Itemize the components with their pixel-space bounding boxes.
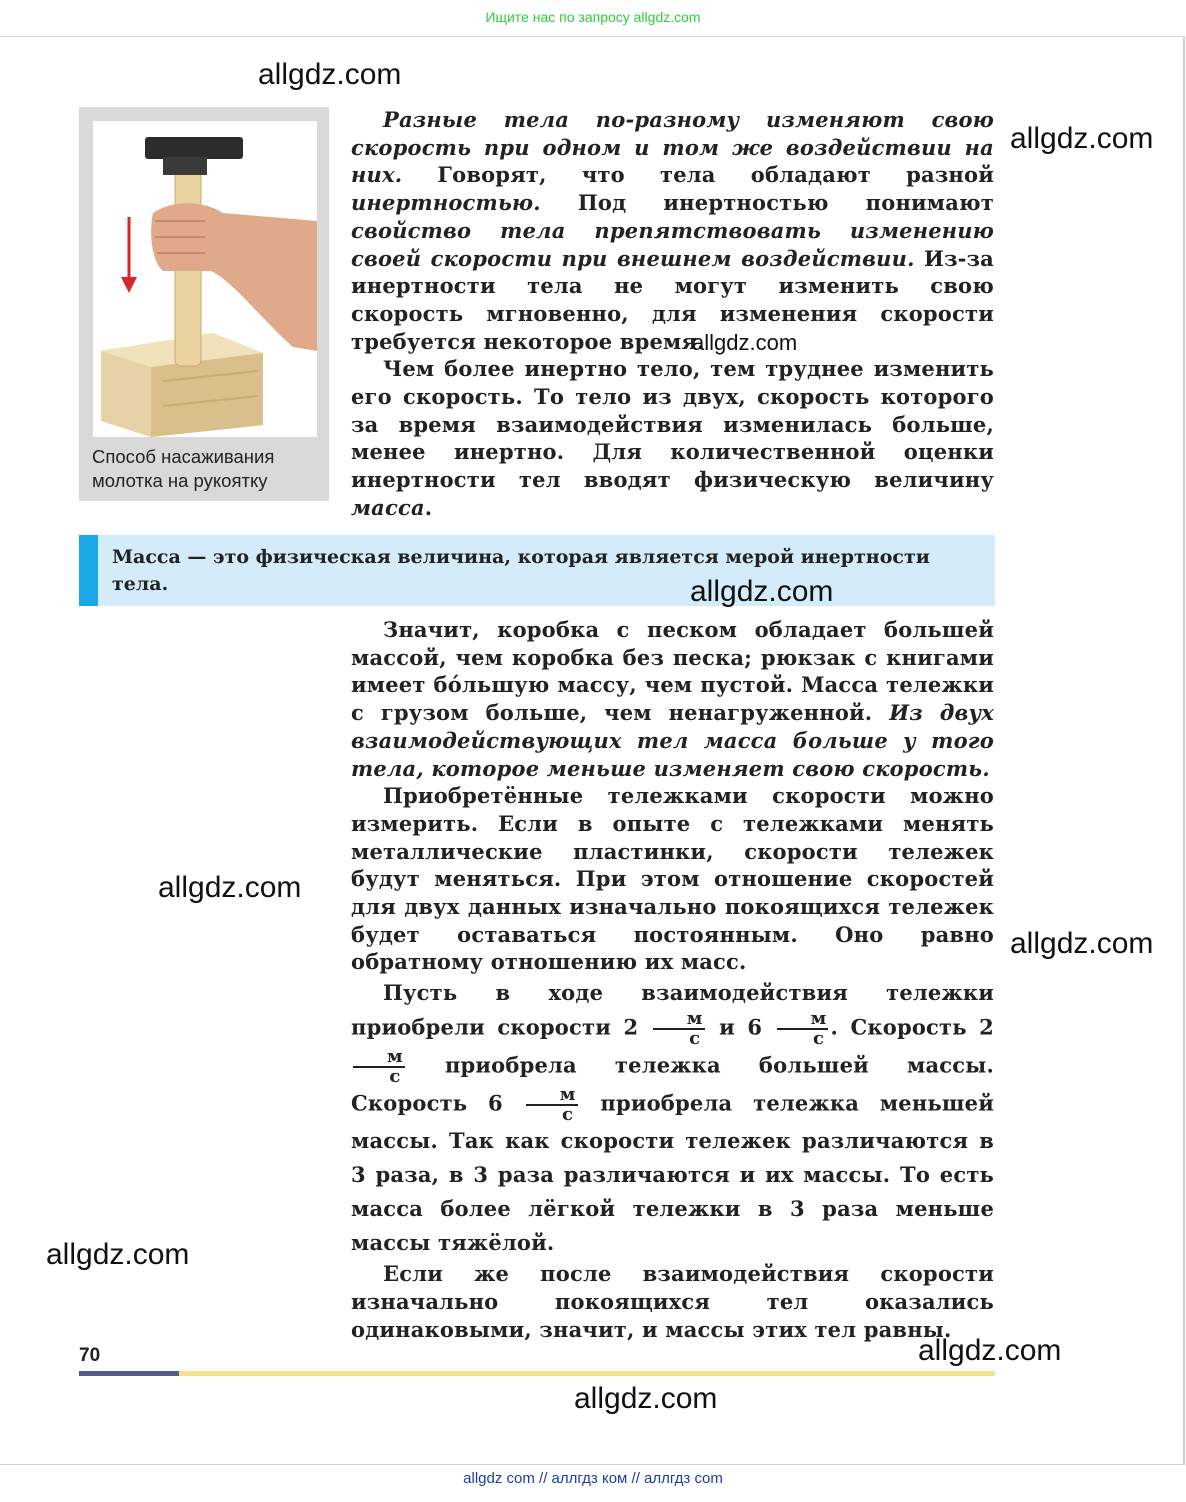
- unit-fraction: [353, 1048, 405, 1086]
- paragraph-example: [351, 976, 994, 1260]
- definition-text: Масса — это физическая величина, которая является мерой инертности тела.: [112, 546, 930, 595]
- definition-box: [79, 535, 995, 606]
- para1-italic-start: Разные тела по-разному изменяют свою скорость при одном и том же воздействии на них.: [351, 107, 994, 188]
- para2-text: Чем более инертно тело, тем труднее изменить его скорость. То тело из двух, скорость которого за время взаимодействия изменилась больше, менее инертно. Для количественной оценки инертности тел вводят физическую величину: [351, 356, 994, 493]
- para5-t1: Пусть в ходе взаимодействия тележки приобрели скорости 2: [351, 980, 994, 1040]
- unit-den: с: [562, 1104, 574, 1126]
- para1-text-c: Из-за инертности тела не могут изменить свою скорость мгновенно, для изменения скорости требуется некоторое время.: [351, 245, 994, 354]
- unit-den: с: [389, 1066, 401, 1088]
- hammer-photo: [93, 121, 317, 437]
- bottom-links[interactable]: allgdz com // аллгдз ком // аллгдз com: [463, 1470, 723, 1487]
- paragraph-carts: Приобретённые тележками скорости можно измерить. Если в опыте с тележками менять металлические пластинки, скорости тележек будут меняться. При этом отношение скоростей для двух данных изначально покоящихся тележек будет оставаться постоянным. Оно равно обратному отношению их масс.: [351, 783, 994, 975]
- caption-line-2: молотка на рукоятку: [92, 470, 268, 491]
- unit-num: м: [653, 1010, 705, 1030]
- definition-accent-bar: [79, 535, 98, 606]
- paragraph-mass-intro: [351, 355, 994, 521]
- top-banner: Ищите нас по запросу allgdz.com: [485, 9, 701, 25]
- para5-t4: приобрела тележка большей массы. Скорость 6: [351, 1052, 994, 1116]
- unit-num: м: [353, 1048, 405, 1068]
- watermark: allgdz.com: [46, 1238, 190, 1271]
- watermark: allgdz.com: [158, 871, 302, 904]
- para5-t5: приобрела тележка меньшей массы. Так как скорости тележек различаются в 3 раза, в 3 раза различаются и их массы. То есть масса более лёгкой тележки в 3 раза меньше массы тяжёлой.: [351, 1090, 994, 1256]
- term-mass: масса: [351, 494, 425, 520]
- paragraph-mass-examples: [351, 616, 994, 782]
- para3-text: Значит, коробка с песком обладает большей массой, чем коробка без песка; рюкзак с книгами имеет бóльшую массу, чем пустой. Масса тележки с грузом больше, чем ненагруженной.: [351, 617, 994, 726]
- hammer-illustration: [93, 121, 317, 437]
- footer-rule-accent: [79, 1371, 179, 1376]
- unit-den: с: [812, 1028, 825, 1050]
- watermark: allgdz.com: [258, 58, 402, 91]
- figure-hammer: [79, 107, 329, 501]
- watermark: allgdz.com: [1010, 122, 1154, 155]
- para1-text-a: Говорят, что тела обладают разной: [402, 162, 994, 188]
- para2-end: .: [424, 494, 433, 520]
- paragraph-equal-masses: Если же после взаимодействия скорости изначально покоящихся тел оказались одинаковыми, значит, и массы этих тел равны.: [351, 1261, 994, 1342]
- para1-text-b: Под инертностью понимают: [540, 190, 994, 216]
- watermark: allgdz.com: [1010, 927, 1154, 960]
- paragraph-inertia: [351, 106, 994, 355]
- term-inertia: инертностью.: [351, 190, 541, 216]
- para5-t3: . Скорость 2: [830, 1014, 994, 1040]
- unit-fraction: [777, 1010, 829, 1048]
- unit-num: м: [777, 1010, 829, 1030]
- watermark: allgdz.com: [690, 575, 834, 608]
- page-number: 70: [79, 1345, 101, 1366]
- caption-line-1: Способ насаживания: [92, 446, 275, 467]
- unit-fraction: [526, 1086, 578, 1124]
- text-block-bottom: [351, 616, 994, 1343]
- text-block-top: [351, 106, 994, 522]
- inertia-definition: свойство тела препятствовать изменению своей скорости при внешнем воздействии.: [351, 217, 994, 271]
- unit-fraction: [653, 1010, 705, 1048]
- watermark: allgdz.com: [918, 1334, 1062, 1367]
- watermark: allgdz.com: [574, 1382, 718, 1415]
- watermark: allgdz.com: [692, 330, 798, 355]
- para5-t2: и 6: [719, 1014, 763, 1040]
- figure-caption: [92, 445, 274, 493]
- para3-italic: Из двух взаимодействующих тел масса больше у того тела, которое меньше изменяет свою скорость.: [351, 700, 994, 781]
- footer-rule: [79, 1371, 995, 1376]
- unit-num: м: [526, 1086, 578, 1106]
- unit-den: с: [689, 1028, 701, 1050]
